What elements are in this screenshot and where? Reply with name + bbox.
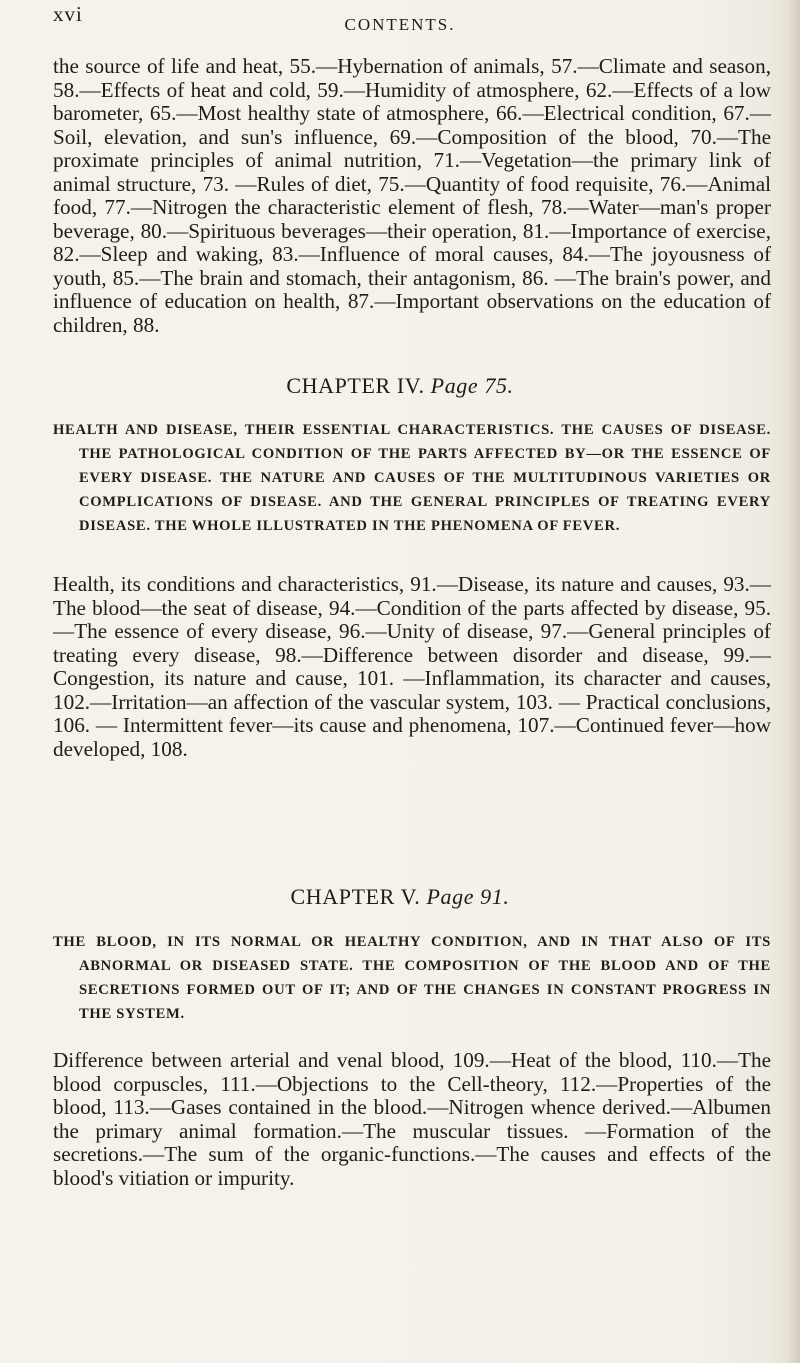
chapter-4-page-ref: Page 75.: [430, 373, 514, 398]
running-head: CONTENTS.: [344, 15, 456, 34]
chapter-4-title: CHAPTER IV.: [286, 373, 425, 398]
chapter-4-heading: [0, 373, 800, 399]
chapter-5-contents: Difference between arterial and venal blood, 109.—Heat of the blood, 110.—The blood corpuscles, 111.—Objections to the Cell-theory, 112.—Properties of the blood, 113.—Gases contained in the blood.—Nitrogen whence derived.—Albumen the primary animal formation.—The muscular tissues. —Formation of the secretions.—The sum of the organic-functions.—The causes and effects of the blood's vitiation or impurity.: [53, 1048, 771, 1190]
page-number: xvi: [53, 2, 83, 26]
intro-contents-paragraph: the source of life and heat, 55.—Hybernation of animals, 57.—Climate and season, 58.—Effects of heat and cold, 59.—Humidity of atmosphere, 62.—Effects of a low barometer, 65.—Most healthy state of atmosphere, 66.—Electrical condition, 67.—Soil, elevation, and sun's influence, 69.—Composition of the blood, 70.—The proximate principles of animal nutrition, 71.—Vegetation—the primary link of animal structure, 73. —Rules of diet, 75.—Quantity of food requisite, 76.—Animal food, 77.—Nitrogen the characteristic element of flesh, 78.—Water—man's proper beverage, 80.—Spirituous beverages—their operation, 81.—Importance of exercise, 82.—Sleep and waking, 83.—Influence of moral causes, 84.—The joyousness of youth, 85.—The brain and stomach, their antagonism, 86. —The brain's power, and influence of education on health, 87.—Important observations on the education of children, 88.: [53, 54, 771, 337]
chapter-5-title: CHAPTER V.: [290, 884, 421, 909]
chapter-5-heading: [0, 884, 800, 910]
chapter-5-summary: THE BLOOD, IN ITS NORMAL OR HEALTHY CONDITION, AND IN THAT ALSO OF ITS ABNORMAL OR DISEASED STATE. THE COMPOSITION OF THE BLOOD AND OF THE SECRETIONS FORMED OUT OF IT; AND OF THE CHANGES IN CONSTANT PROGRESS IN THE SYSTEM.: [53, 934, 771, 1022]
chapter-5-page-ref: Page 91.: [426, 884, 510, 909]
page-edge-shadow: [788, 0, 800, 1363]
chapter-4-contents: Health, its conditions and characteristics, 91.—Disease, its nature and causes, 93.—The blood—the seat of disease, 94.—Condition of the parts affected by disease, 95.—The essence of every disease, 96.—Unity of disease, 97.—General principles of treating every disease, 98.—Difference between disorder and disease, 99.—Congestion, its nature and cause, 101. —Inflammation, its character and causes, 102.—Irritation—an affection of the vascular system, 103. — Practical conclusions, 106. — Intermittent fever—its cause and phenomena, 107.—Continued fever—how developed, 108.: [53, 572, 771, 761]
chapter-4-summary: HEALTH AND DISEASE, THEIR ESSENTIAL CHARACTERISTICS. THE CAUSES OF DISEASE. THE PATHOLOGICAL CONDITION OF THE PARTS AFFECTED BY—OR THE ESSENCE OF EVERY DISEASE. THE NATURE AND CAUSES OF THE MULTITUDINOUS VARIETIES OR COMPLICATIONS OF DISEASE. AND THE GENERAL PRINCIPLES OF TREATING EVERY DISEASE. THE WHOLE ILLUSTRATED IN THE PHENOMENA OF FEVER.: [53, 422, 771, 534]
